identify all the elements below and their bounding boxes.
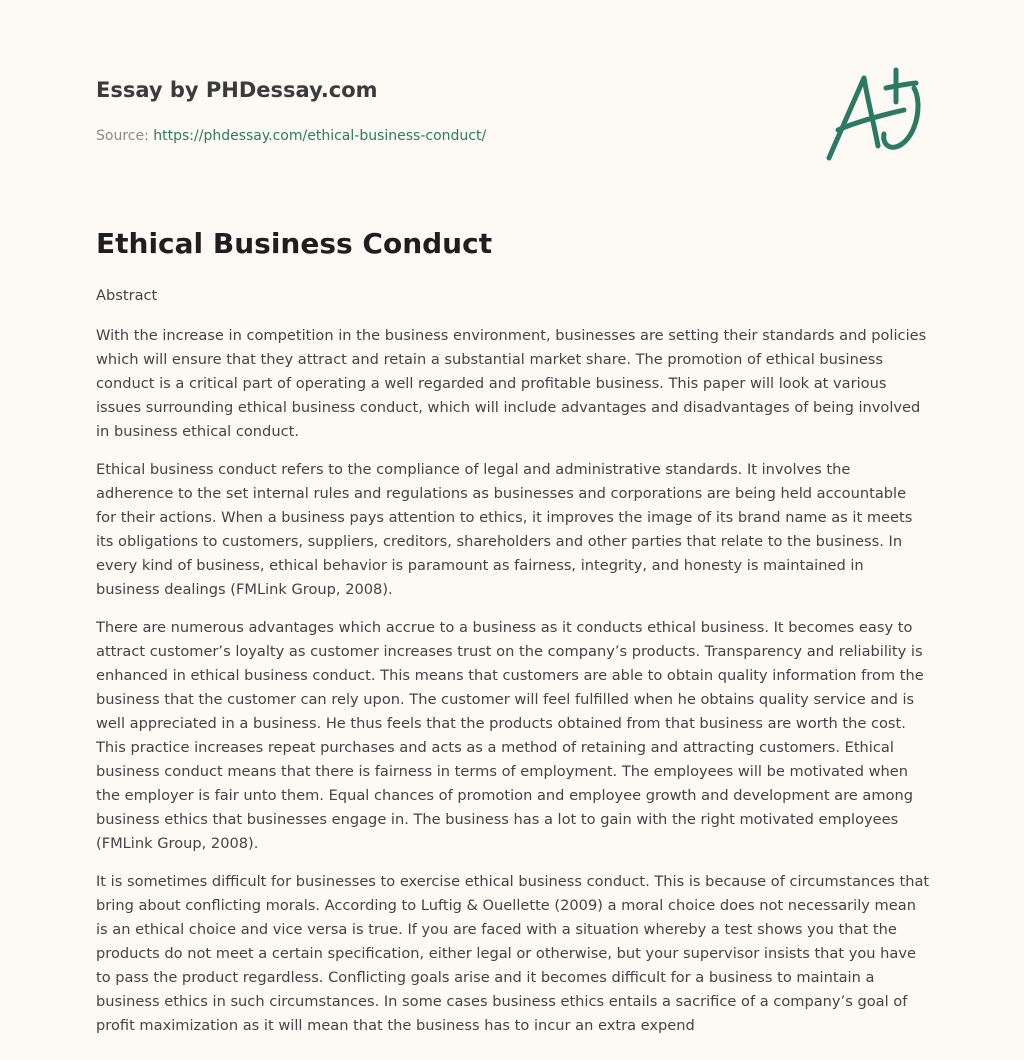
source-link[interactable]: https://phdessay.com/ethical-business-conduct/ <box>153 128 487 144</box>
essay-body <box>96 284 930 1052</box>
page-header <box>96 76 796 146</box>
paragraph: With the increase in competition in the business environment, businesses are setting their standards and policies which will ensure that they attract and retain a substantial market share. The promotion of ethical business conduct is a critical part of operating a well regarded and profitable business. This paper will look at various issues surrounding ethical business conduct, which will include advantages and disadvantages of being involved in business ethical conduct. <box>96 327 927 440</box>
paragraph: Ethical business conduct refers to the compliance of legal and administrative standards. It involves the adherence to the set internal rules and regulations as businesses and corporations are being held accountable for their actions. When a business pays attention to ethics, it improves the image of its brand name as it meets its obligations to customers, suppliers, creditors, shareholders and other parties that relate to the business. In every kind of business, ethical behavior is paramount as fairness, integrity, and honesty is maintained in business dealings (FMLink Group, 2008). <box>96 461 913 598</box>
abstract-heading: Abstract <box>96 287 158 304</box>
site-brand: Essay by PHDessay.com <box>96 78 378 102</box>
essay-title: Ethical Business Conduct <box>96 227 493 260</box>
paragraph: It is sometimes difficult for businesses to exercise ethical business conduct. This is because of circumstances that bring about conflicting morals. According to Luftig & Ouellette (2009) a moral choice does not necessarily mean is an ethical choice and vice versa is true. If you are faced with a situation whereby a test shows you that the products do not meet a certain specification, either legal or otherwise, but your supervisor insists that you have to pass the product regardless. Conflicting goals arise and it becomes difficult for a business to maintain a business ethics in such circumstances. In some cases business ethics entails a sacrifice of a company’s goal of profit maximization as it will mean that the business has to incur an extra expend <box>96 873 930 1034</box>
paragraph: There are numerous advantages which accrue to a business as it conducts ethical business. It becomes easy to attract customer’s loyalty as customer increases trust on the company’s products. Transparency and reliability is enhanced in ethical business conduct. This means that customers are able to obtain quality information from the business that the customer can rely upon. The customer will feel fulfilled when he obtains quality service and is well appreciated in a business. He thus feels that the products obtained from that business are worth the cost. This practice increases repeat purchases and acts as a method of retaining and attracting customers. Ethical business conduct means that there is fairness in terms of employment. The employees will be motivated when the employer is fair unto them. Equal chances of promotion and employee growth and development are among business ethics that businesses engage in. The business has a lot to gain with the right motivated employees (FMLink Group, 2008). <box>96 619 924 852</box>
a-plus-logo-icon <box>820 66 930 166</box>
source-line <box>96 126 796 146</box>
source-label: Source: <box>96 128 149 144</box>
